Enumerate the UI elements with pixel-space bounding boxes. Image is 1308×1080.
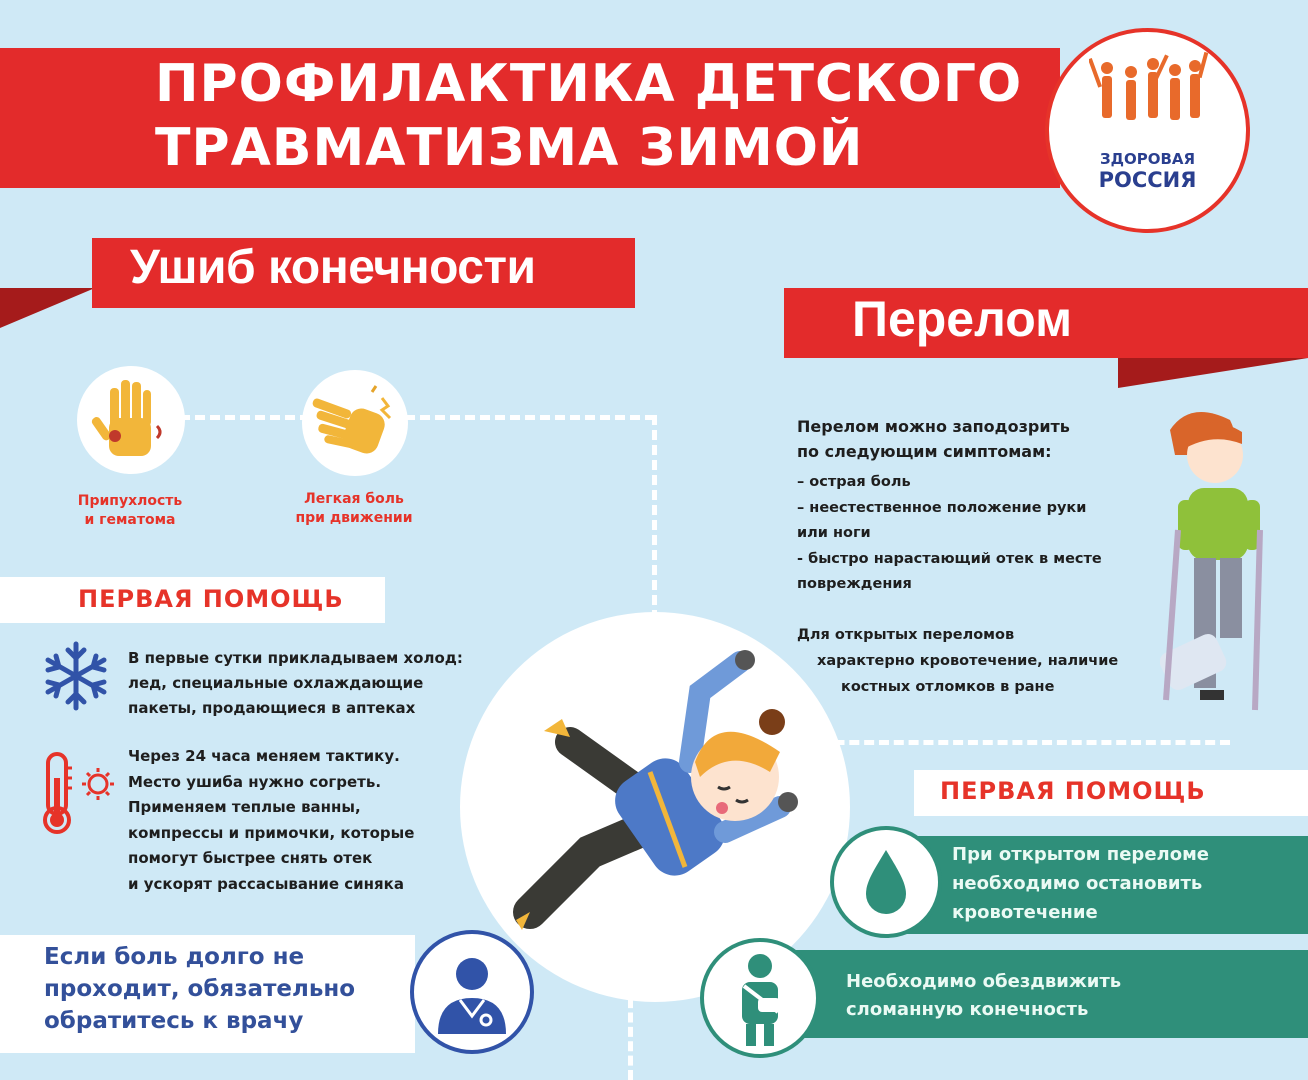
page-title-line2: ТРАВМАТИЗМА ЗИМОЙ — [155, 118, 864, 178]
blood-drop-circle — [830, 826, 942, 938]
thermometer-sun-icon — [38, 748, 118, 838]
doctor-note-text: Если боль долго не проходит, обязательно обратитесь к врачу — [44, 944, 356, 1034]
fracture-ribbon-tail — [1118, 358, 1308, 388]
dashed-line-vertical — [652, 415, 657, 635]
open-fracture-note: Для открытых переломов характерно кровотечение, наличие костных отломков в ране — [797, 627, 1119, 695]
aid-bleeding-text: При открытом переломе необходимо остановить кровотечение — [952, 844, 1209, 923]
blood-drop-icon — [834, 830, 938, 934]
bruise-title: Ушиб конечности — [130, 241, 536, 294]
symptom-circle-swelling — [77, 366, 185, 474]
logo-line1: ЗДОРОВАЯ — [1099, 150, 1196, 168]
arm-sling-icon — [704, 942, 816, 1054]
swollen-hand-icon — [77, 366, 185, 474]
boy-on-crutches-illustration — [1160, 400, 1280, 720]
warm-instructions: Через 24 часа меняем тактику. Место ушиба нужно согреть. Применяем теплые ванны, компрессы и примочки, которые помогут быстрее снять отек и ускорят рассасывание синяка — [128, 747, 415, 893]
fracture-symptoms: Перелом можно заподозрить по следующим симптомам: — [797, 417, 1070, 461]
first-aid-left-title: ПЕРВАЯ ПОМОЩЬ — [78, 585, 344, 613]
dashed-line-right — [790, 740, 1230, 745]
cold-instructions: В первые сутки прикладываем холод: лед, специальные охлаждающие пакеты, продающиеся в аптеках — [128, 649, 463, 717]
page-title-line1: ПРОФИЛАКТИКА ДЕТСКОГО — [155, 54, 1023, 114]
bruise-ribbon-tail — [0, 288, 95, 328]
fracture-title: Перелом — [852, 291, 1073, 347]
people-figures-icon — [1089, 50, 1209, 145]
symptom-circle-pain — [302, 370, 408, 476]
logo-line2: РОССИЯ — [1098, 168, 1197, 192]
painful-hand-icon — [302, 370, 408, 476]
symptom-label-pain: Легкая боль при движении — [295, 491, 413, 526]
aid-immobilize-text: Необходимо обездвижить сломанную конечность — [846, 971, 1122, 1020]
snowflake-icon — [40, 640, 112, 712]
fracture-symptom-list: – острая боль – неестественное положение руки или ноги - быстро нарастающий отек в месте повреждения — [797, 474, 1102, 592]
arm-sling-circle — [700, 938, 820, 1058]
first-aid-right-title: ПЕРВАЯ ПОМОЩЬ — [940, 777, 1206, 805]
symptom-label-swelling: Припухлость и гематома — [77, 493, 183, 528]
healthy-russia-logo — [1045, 28, 1250, 233]
dashed-line-top — [180, 415, 655, 420]
